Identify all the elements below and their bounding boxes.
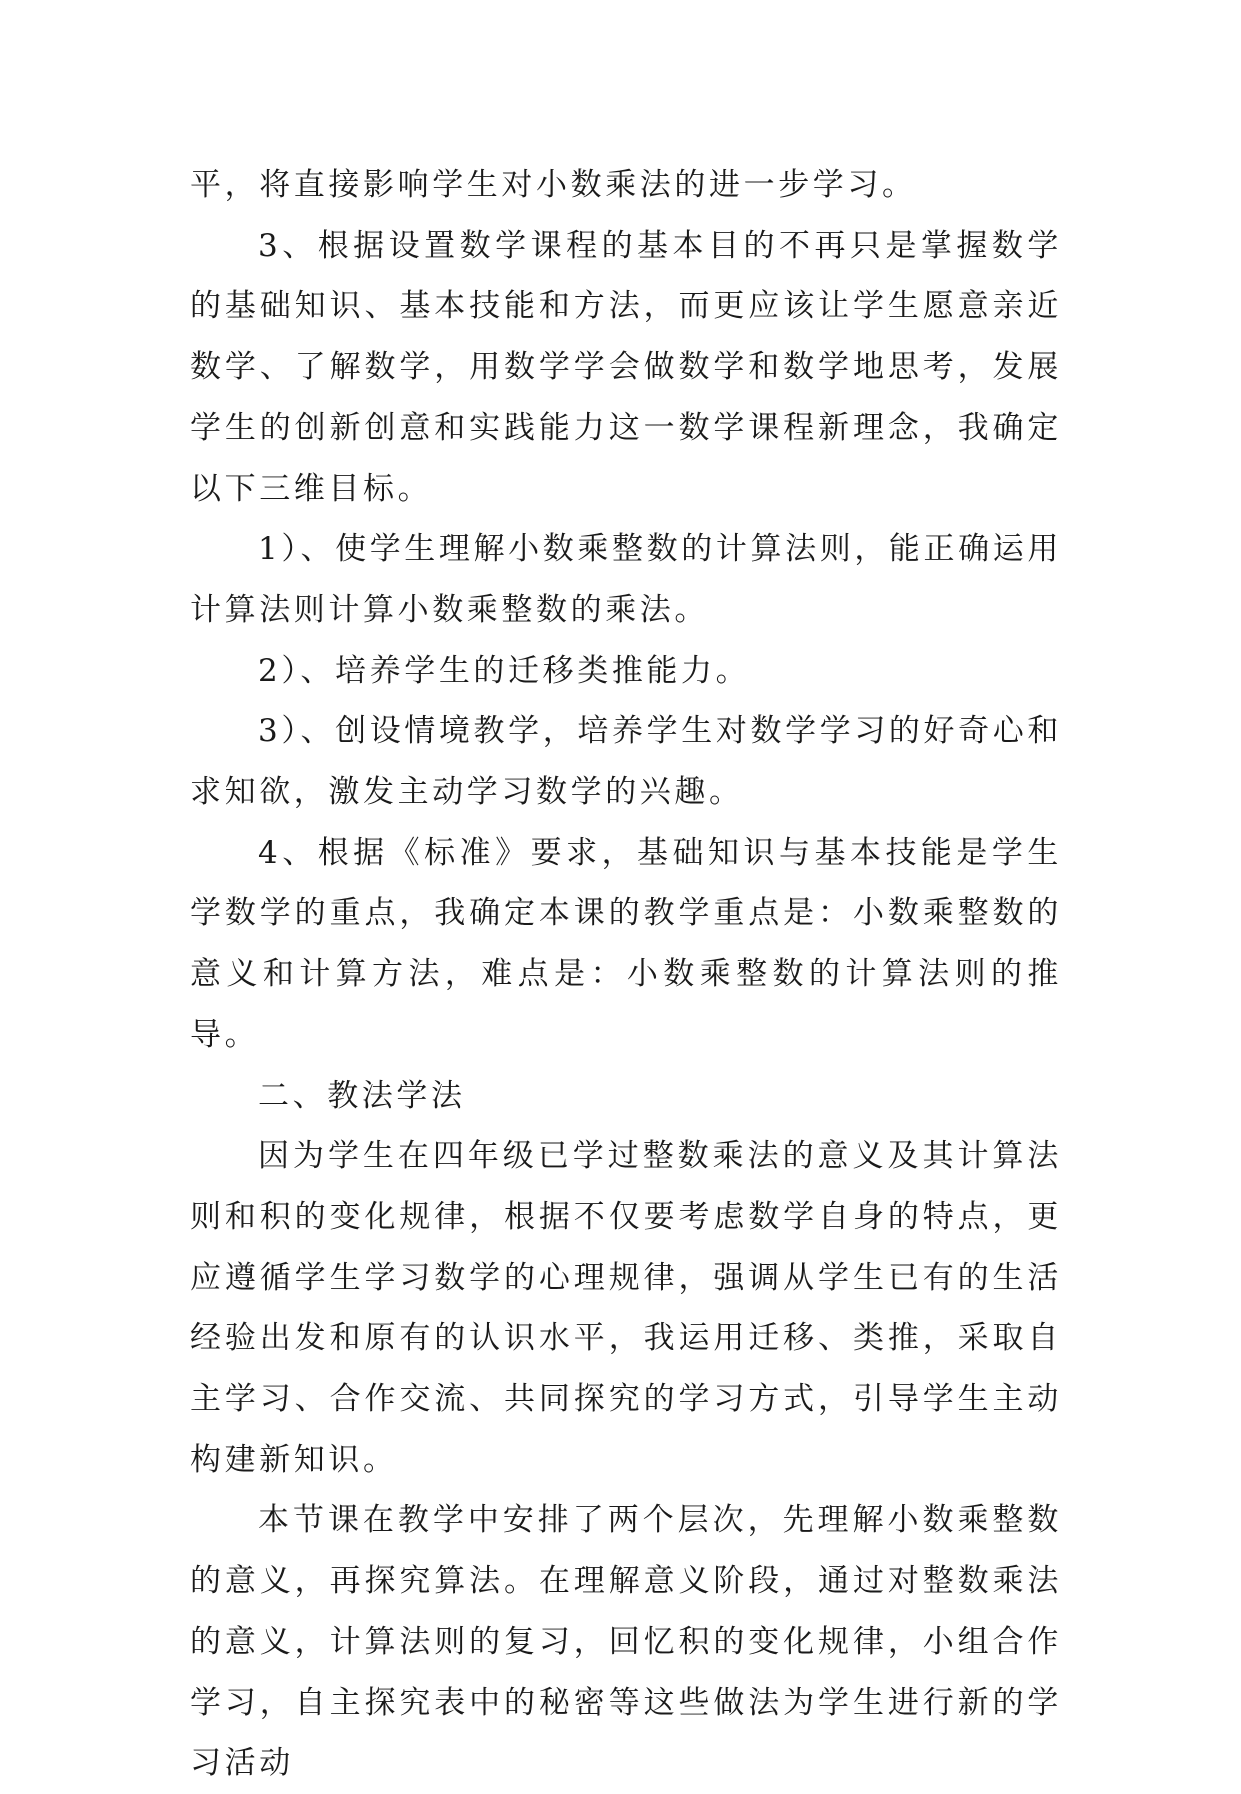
paragraph-objective-1: 1）、使学生理解小数乘整数的计算法则，能正确运用计算法则计算小数乘整数的乘法。 [190,531,1062,628]
paragraph-objective-2: 2）、培养学生的迁移类推能力。 [258,652,751,689]
paragraph-objectives-intro: 3、根据设置数学课程的基本目的不再只是掌握数学的基础知识、基本技能和方法，而更应该让学生愿意亲近数学、了解数学，用数学学会做数学和数学地思考，发展学生的创新创意和实践能力这一数学课程新理念，我确定以下三维目标。 [190,227,1062,507]
body-text [190,155,1062,1794]
paragraph-lesson-structure: 本节课在教学中安排了两个层次，先理解小数乘整数的意义，再探究算法。在理解意义阶段，通过对整数乘法的意义，计算法则的复习，回忆积的变化规律，小组合作学习，自主探究表中的秘密等这些做法为学生进行新的学习活动 [190,1502,1062,1782]
paragraph-continuation: 平，将直接影响学生对小数乘法的进一步学习。 [190,167,917,203]
paragraph-objective-3: 3）、创设情境教学，培养学生对数学学习的好奇心和求知欲，激发主动学习数学的兴趣。 [190,713,1062,811]
paragraph-teaching-methods: 因为学生在四年级已学过整数乘法的意义及其计算法则和积的变化规律，根据不仅要考虑数学自身的特点，更应遵循学生学习数学的心理规律，强调从学生已有的生活经验出发和原有的认识水平，我运用迁移、类推，采取自主学习、合作交流、共同探究的学习方式，引导学生主动构建新知识。 [190,1138,1062,1478]
paragraph-key-points: 4、根据《标准》要求，基础知识与基本技能是学生学数学的重点，我确定本课的教学重点是：小数乘整数的意义和计算方法，难点是：小数乘整数的计算法则的推导。 [190,834,1062,1053]
section-heading-methods: 二、教法学法 [258,1077,466,1114]
